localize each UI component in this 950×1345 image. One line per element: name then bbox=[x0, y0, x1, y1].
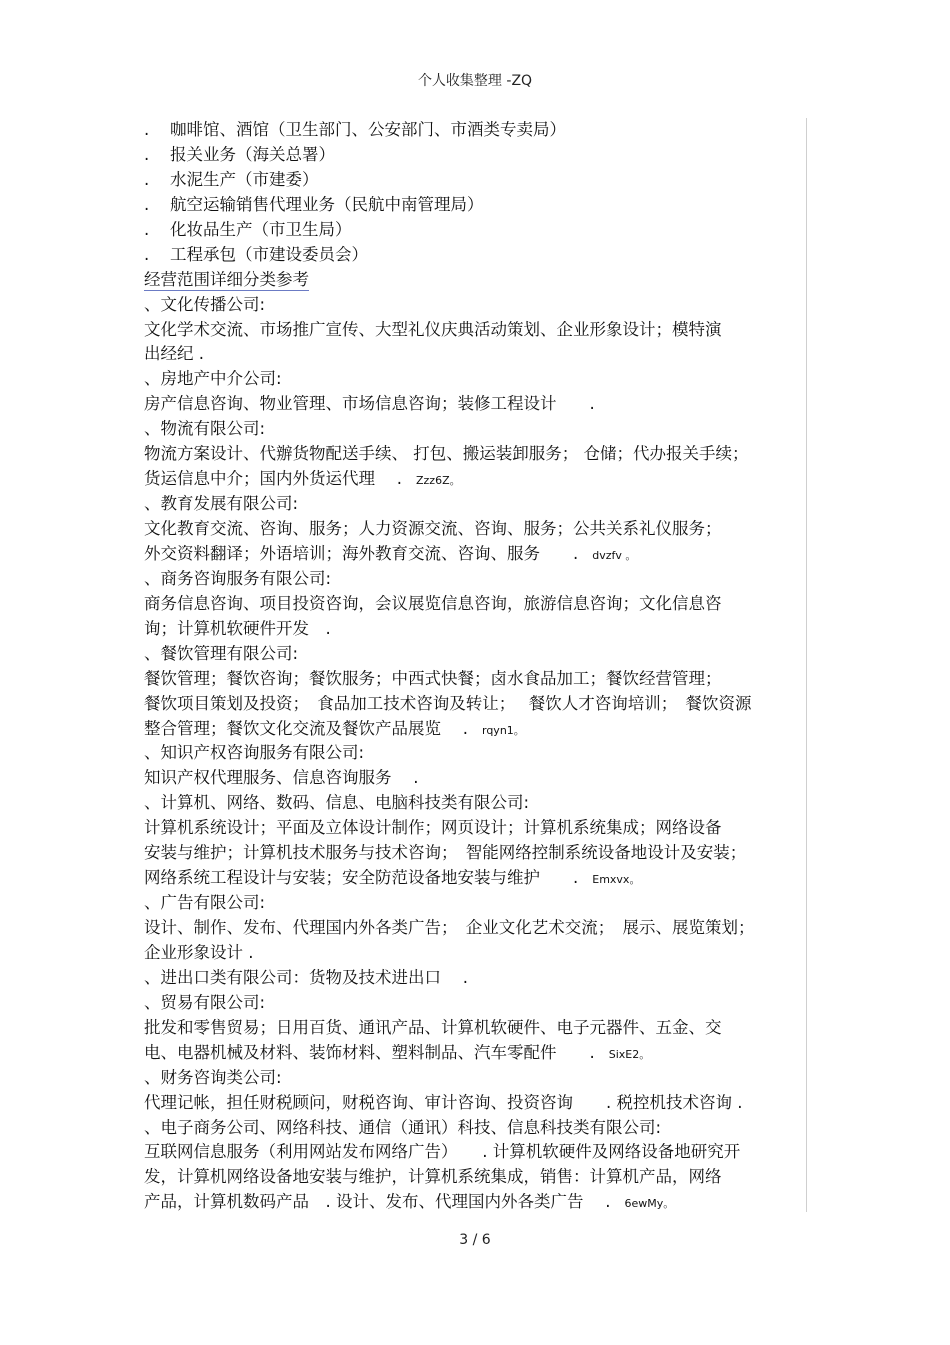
text-line bbox=[144, 442, 806, 467]
text-line-content: 物流方案设计、代辦货物配送手续、 打包、搬运装卸服务； 仓储；代办报关手续； bbox=[144, 444, 749, 464]
reference-code: Zzz6Z。 bbox=[416, 474, 461, 488]
text-line-content: 、教育发展有限公司: bbox=[144, 494, 299, 514]
bullet-mark: . bbox=[144, 144, 150, 164]
text-line bbox=[144, 692, 806, 717]
text-line bbox=[144, 318, 806, 343]
bullet-mark: . bbox=[144, 219, 150, 239]
reference-code: 6ewMy。 bbox=[624, 1197, 675, 1211]
text-line bbox=[144, 1140, 806, 1165]
list-item bbox=[144, 218, 806, 243]
reference-code: dvzfv 。 bbox=[592, 548, 637, 562]
text-line-content: 、商务咨询服务有限公司: bbox=[144, 568, 332, 588]
text-line-content: 文化学术交流、市场推广宣传、大型礼仪庆典活动策划、企业形象设计；模特演 bbox=[144, 319, 722, 339]
text-line-content: 文化教育交流、咨询、服务；人力资源交流、咨询、服务；公共关系礼仪服务； bbox=[144, 519, 722, 538]
text-line bbox=[144, 916, 806, 941]
text-line-content: 、财务咨询类公司: bbox=[144, 1067, 282, 1087]
text-line bbox=[144, 392, 806, 417]
text-line-content: 代理记帐，担任财税顾问，财税咨询、审计咨询、投资咨询 . 税控机技术咨询 . bbox=[144, 1092, 743, 1112]
text-line bbox=[144, 467, 806, 492]
bullet-mark: . bbox=[144, 169, 150, 189]
page-number: 3 / 6 bbox=[459, 1232, 491, 1248]
list-item-text: 报关业务（海关总署） bbox=[170, 144, 335, 164]
list-item bbox=[144, 168, 806, 193]
text-line-content: 整合管理；餐饮文化交流及餐饮产品展览 . bbox=[144, 718, 468, 738]
text-line-content: 网络系统工程设计与安装；安全防范设备地安装与维护 . bbox=[144, 868, 579, 888]
text-line-content: 计算机系统设计；平面及立体设计制作；网页设计；计算机系统集成；网络设备 bbox=[144, 818, 722, 838]
text-line-content: 、房地产中介公司: bbox=[144, 369, 282, 389]
text-line-content: 、餐饮管理有限公司: bbox=[144, 643, 299, 663]
list-item-text: 咖啡馆、酒馆（卫生部门、公安部门、市酒类专卖局） bbox=[170, 120, 566, 139]
text-line bbox=[144, 1190, 806, 1215]
text-line bbox=[144, 891, 806, 916]
text-line-content: 电、电器机械及材料、装饰材料、塑料制品、汽车零配件 . bbox=[144, 1042, 595, 1062]
text-line bbox=[144, 293, 806, 318]
text-line-content: 发，计算机网络设备地安装与维护，计算机系统集成，销售：计算机产品，网络 bbox=[144, 1167, 722, 1187]
bullet-mark: . bbox=[144, 120, 150, 139]
text-line bbox=[144, 1091, 806, 1116]
text-line bbox=[144, 717, 806, 742]
category-lines bbox=[144, 293, 806, 1216]
text-line-content: 互联网信息服务（利用网站发布网络广告） . 计算机软硬件及网络设备地研究开 bbox=[144, 1142, 741, 1162]
list-item-text: 航空运输销售代理业务（民航中南管理局） bbox=[170, 194, 484, 214]
approval-list bbox=[144, 118, 806, 268]
text-line-content: 批发和零售贸易；日用百货、通讯产品、计算机软硬件、电子元器件、五金、交 bbox=[144, 1017, 722, 1037]
text-line bbox=[144, 667, 806, 692]
list-item bbox=[144, 118, 806, 143]
text-line bbox=[144, 542, 806, 567]
text-line bbox=[144, 991, 806, 1016]
list-item-text: 工程承包（市建设委员会） bbox=[170, 244, 368, 264]
text-line bbox=[144, 1041, 806, 1066]
text-line bbox=[144, 517, 806, 542]
text-line-content: 、文化传播公司: bbox=[144, 294, 266, 314]
text-line-content: 外交资料翻译；外语培训；海外教育交流、咨询、服务 . bbox=[144, 543, 579, 563]
list-item bbox=[144, 193, 806, 218]
text-line-content: 、电子商务公司、网络科技、通信（通讯）科技、信息科技类有限公司: bbox=[144, 1117, 662, 1137]
reference-code: rqyn1。 bbox=[482, 723, 525, 737]
bullet-mark: . bbox=[144, 244, 150, 264]
text-line bbox=[144, 791, 806, 816]
text-line bbox=[144, 1165, 806, 1190]
list-item-text: 化妆品生产（市卫生局） bbox=[170, 219, 352, 239]
text-line-content: 商务信息咨询、项目投资咨询，会议展览信息咨询，旅游信息咨询；文化信息咨 bbox=[144, 593, 722, 613]
text-line-content: 询；计算机软硬件开发 . bbox=[144, 618, 331, 638]
text-line bbox=[144, 866, 806, 891]
right-margin-rule bbox=[806, 118, 807, 1212]
text-line-content: 安装与维护；计算机技术服务与技术咨询； 智能网络控制系统设备地设计及安装； bbox=[144, 843, 747, 863]
text-line-content: 、计算机、网络、数码、信息、电脑科技类有限公司: bbox=[144, 793, 530, 813]
text-line bbox=[144, 966, 806, 991]
text-line-content: 企业形象设计 . bbox=[144, 942, 254, 962]
list-item bbox=[144, 243, 806, 268]
text-line-content: 房产信息咨询、物业管理、市场信息咨询；装修工程设计 . bbox=[144, 394, 595, 414]
document-body bbox=[144, 118, 806, 1215]
text-line-content: 、广告有限公司: bbox=[144, 893, 266, 913]
text-line-content: 设计、制作、发布、代理国内外各类广告； 企业文化艺术交流； 展示、展览策划； bbox=[144, 918, 755, 937]
text-line bbox=[144, 342, 806, 367]
page-header: 个人收集整理 -ZQ bbox=[417, 73, 533, 89]
bullet-mark: . bbox=[144, 194, 150, 214]
text-line bbox=[144, 567, 806, 592]
text-line bbox=[144, 1066, 806, 1091]
text-line bbox=[144, 941, 806, 966]
text-line-content: 知识产权代理服务、信息咨询服务 . bbox=[144, 768, 419, 788]
text-line bbox=[144, 816, 806, 841]
text-line bbox=[144, 642, 806, 667]
text-line-content: 、进出口类有限公司：货物及技术进出口 . bbox=[144, 967, 468, 987]
text-line-content: 、知识产权咨询服务有限公司: bbox=[144, 743, 365, 763]
text-line-content: 餐饮管理；餐饮咨询；餐饮服务；中西式快餐；卤水食品加工；餐饮经营管理； bbox=[144, 668, 722, 688]
reference-code: Emxvx。 bbox=[592, 873, 641, 887]
text-line bbox=[144, 592, 806, 617]
list-item-text: 水泥生产（市建委） bbox=[170, 169, 319, 189]
reference-code: SixE2。 bbox=[608, 1047, 651, 1061]
text-line bbox=[144, 841, 806, 866]
text-line bbox=[144, 367, 806, 392]
text-line-content: 货运信息中介；国内外货运代理 . bbox=[144, 469, 402, 489]
text-line bbox=[144, 617, 806, 642]
text-line bbox=[144, 1116, 806, 1141]
text-line-content: 餐饮项目策划及投资； 食品加工技术咨询及转让； 餐饮人才咨询培训； 餐饮资源 bbox=[144, 693, 752, 713]
text-line bbox=[144, 766, 806, 791]
text-line-content: 、贸易有限公司: bbox=[144, 992, 266, 1012]
text-line bbox=[144, 741, 806, 766]
list-item bbox=[144, 143, 806, 168]
section-heading-row bbox=[144, 268, 806, 293]
section-heading: 经营范围详细分类参考 bbox=[144, 269, 309, 289]
text-line-content: 、物流有限公司: bbox=[144, 419, 266, 439]
text-line-content: 产品，计算机数码产品 . 设计、发布、代理国内外各类广告 . bbox=[144, 1192, 611, 1212]
text-line bbox=[144, 492, 806, 517]
text-line bbox=[144, 1016, 806, 1041]
text-line-content: 出经纪 . bbox=[144, 344, 204, 364]
text-line bbox=[144, 417, 806, 442]
